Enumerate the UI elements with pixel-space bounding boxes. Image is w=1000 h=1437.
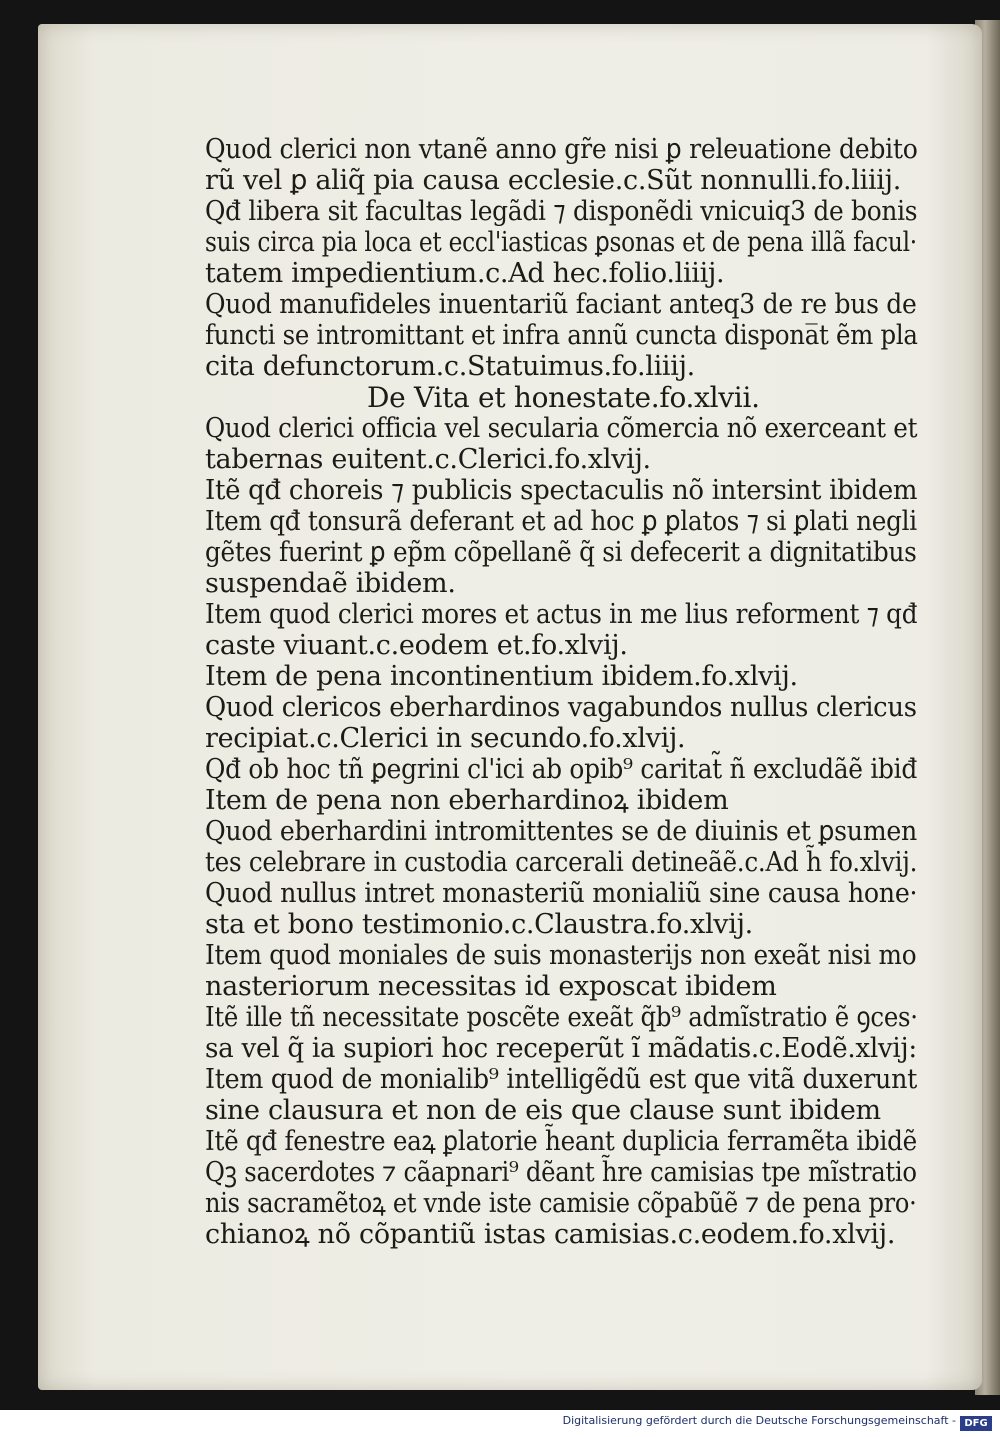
text-line: sa vel q̃ ia supiori hoc receperũt ĩ mãdatis.c.Eodẽ.xlvij:: [205, 1033, 917, 1064]
text-line: Item quod clerici mores et actus in me lius reforment ⁊ qđ: [205, 599, 918, 630]
text-line: functi se intromittant et infra annũ cuncta dispona̅t ẽm pla: [205, 320, 918, 351]
text-line: Item quod de monialib⁹ intelligẽdũ est que vitã duxerunt: [205, 1064, 918, 1095]
text-line: rũ vel ꝑ aliq̃ pia causa ecclesie.c.Sũt nonnulli.fo.liiij.: [205, 165, 901, 196]
text-line: sine clausura et non de eis que clause sunt ibidem: [205, 1095, 881, 1126]
text-line: Qđ libera sit facultas legãdi ⁊ disponẽdi vnicuiq3 de bonis: [205, 196, 918, 227]
funding-credit: Digitalisierung gefördert durch die Deutsche Forschungsgemeinschaft -: [562, 1414, 956, 1427]
text-line: Item de pena incontinentium ibidem.fo.xlvij.: [205, 661, 798, 692]
text-line: Itẽ qđ fenestre eaꝝ ꝑlatorie h̃eant duplicia ferramẽta ibidẽ: [205, 1126, 917, 1157]
text-line: Itẽ ille tñ necessitate poscẽte exeãt q̃b⁹ admĩstratio ẽ ꝯces·: [205, 1002, 918, 1033]
dfg-logo: DFG: [960, 1416, 992, 1431]
text-line: tabernas euitent.c.Clerici.fo.xlvij.: [205, 444, 651, 475]
text-line: Qđ ob hoc tñ ꝑegrini cl'ici ab opib⁹ caritat̃ ñ excludãẽ ibiđ: [205, 754, 918, 785]
text-line: recipiat.c.Clerici in secundo.fo.xlvij.: [205, 723, 686, 754]
text-line: Item qđ tonsurã deferant et ad hoc ꝑ ꝑlatos ⁊ si ꝑlati negli: [205, 506, 917, 537]
text-line: nasteriorum necessitas id exposcat ibidem: [205, 971, 777, 1002]
text-line: gẽtes fuerint ꝑ ep̃m cõpellanẽ q̃ si defecerit a dignitatibus: [205, 537, 917, 568]
text-line: Quod clerici officia vel secularia cõmercia nõ exerceant et: [205, 413, 918, 444]
section-heading: De Vita et honestate.fo.xlvii.: [367, 381, 760, 414]
text-line: suspendaẽ ibidem.: [205, 568, 456, 599]
text-line: Quod clerici non vtanẽ anno gr̃e nisi ꝑ releuatione debito: [205, 134, 918, 165]
text-line: caste viuant.c.eodem et.fo.xlvij.: [205, 630, 628, 661]
text-line: sta et bono testimonio.c.Claustra.fo.xlvij.: [205, 909, 753, 940]
text-line: Quod eberhardini intromittentes se de diuinis et ꝑsumen: [205, 816, 917, 847]
text-line: chianoꝝ nõ cõpantiũ istas camisias.c.eodem.fo.xlvij.: [205, 1219, 896, 1250]
text-line: Item quod moniales de suis monasterijs non exeãt nisi mo: [205, 940, 917, 971]
text-line: Item de pena non eberhardinoꝝ ibidem: [205, 785, 729, 816]
text-line: Quod nullus intret monasteriũ monialiũ sine causa hone·: [205, 878, 918, 909]
text-line: Quod clericos eberhardinos vagabundos nullus clericus: [205, 692, 917, 723]
text-line: Quod manufideles inuentariũ faciant anteq3 de re bus de: [205, 289, 917, 320]
footer-bar: [0, 1410, 1000, 1437]
text-line: cita defunctorum.c.Statuimus.fo.liiij.: [205, 351, 695, 382]
text-line: tatem impedientium.c.Ad hec.folio.liiij.: [205, 258, 725, 289]
text-line: Itẽ qđ choreis ⁊ publicis spectaculis nõ intersint ibidem: [205, 475, 918, 506]
text-line: suis circa pia loca et eccl'iasticas ꝑsonas et de pena illã facul·: [205, 227, 917, 258]
text-line: nis sacramẽtoꝝ et vnde iste camisie cõpabũẽ ⁊ de pena pro·: [205, 1188, 917, 1219]
text-line: Qꝫ sacerdotes ⁊ cãapnari⁹ dẽant h̃re camisias tpe mĩstratio: [205, 1157, 917, 1188]
text-line: tes celebrare in custodia carcerali detineãẽ.c.Ad h̃ fo.xlvij.: [205, 847, 918, 878]
